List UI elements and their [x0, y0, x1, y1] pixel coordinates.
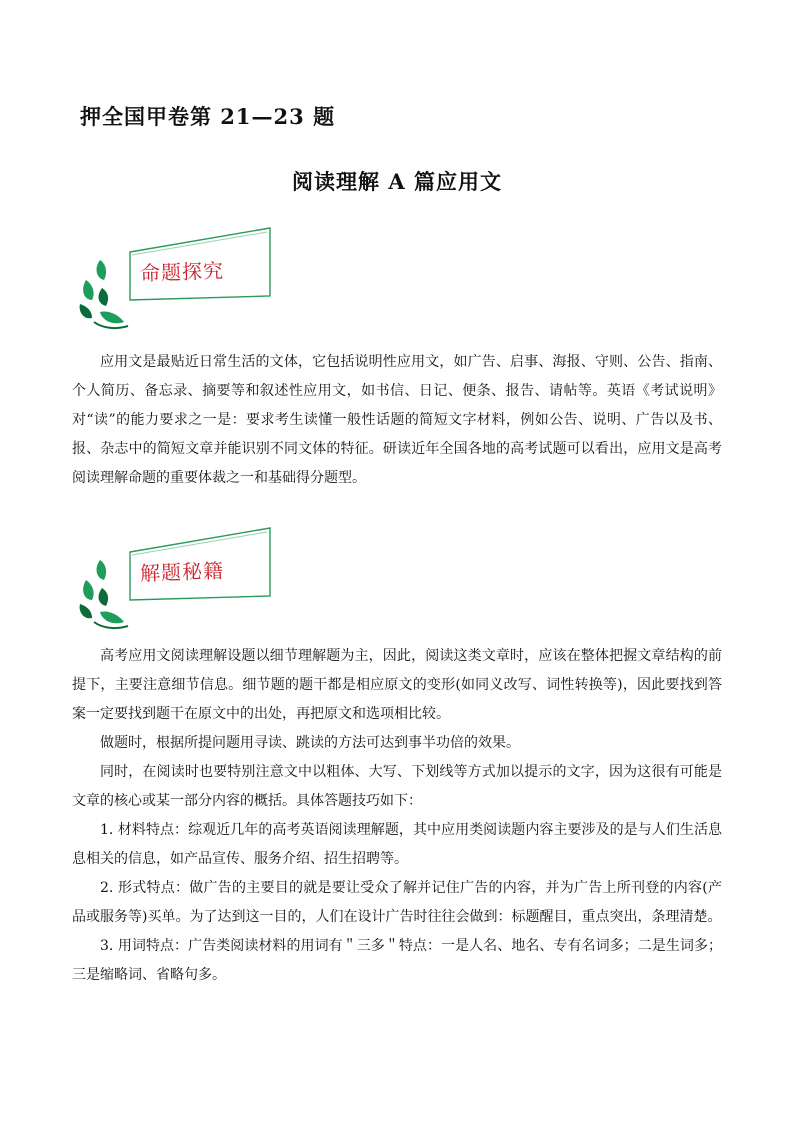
section-banner-jieti: [72, 522, 282, 632]
paragraph: 应用文是最贴近日常生活的文体，它包括说明性应用文，如广告、启事、海报、守则、公告、指南、个人简历、备忘录、摘要等和叙述性应用文，如书信、日记、便条、报告、请帖等。英语《考试说明》对“读”的能力要求之一是：要求考生读懂一般性话题的简短文字材料，例如公告、说明、广告以及书、报、杂志中的简短文章并能识别不同文体的特征。研读近年全国各地的高考试题可以看出，应用文是高考阅读理解命题的重要体裁之一和基础得分题型。: [72, 354, 722, 486]
paragraph: 同时，在阅读时也要特别注意文中以粗体、大写、下划线等方式加以提示的文字，因为这很有可能是文章的核心或某一部分内容的概括。具体答题技巧如下：: [72, 764, 722, 809]
list-item: 2. 形式特点：做广告的主要目的就是要让受众了解并记住广告的内容，并为广告上所刊登的内容(产品或服务等)买单。为了达到这一目的，人们在设计广告时往往会做到：标题醒目，重点突出，条理清楚。: [72, 880, 722, 925]
section-mingti-body: [72, 348, 722, 493]
list-item: 3. 用词特点：广告类阅读材料的用词有＂三多＂特点：一是人名、地名、专有名词多；二是生词多；三是缩略词、省略句多。: [72, 938, 722, 983]
paragraph: 高考应用文阅读理解设题以细节理解题为主，因此，阅读这类文章时，应该在整体把握文章结构的前提下，主要注意细节信息。细节题的题干都是相应原文的变形(如同义改写、词性转换等)，因此要找到答案一定要找到题干在原文中的出处，再把原文和选项相比较。: [72, 648, 722, 722]
section-banner-mingti: [72, 222, 282, 332]
page-subtitle: 阅读理解 A 篇应用文: [292, 169, 502, 194]
paragraph: 做题时，根据所提问题用寻读、跳读的方法可达到事半功倍的效果。: [100, 735, 520, 751]
banner-label: 解题秘籍: [139, 558, 225, 586]
banner-label: 命题探究: [139, 258, 225, 286]
page-title: 押全国甲卷第 21—23 题: [80, 104, 336, 129]
section-jieti-body: [72, 642, 722, 990]
list-item: 1. 材料特点：综观近几年的高考英语阅读理解题，其中应用类阅读题内容主要涉及的是与人们生活息息相关的信息，如产品宣传、服务介绍、招生招聘等。: [72, 822, 722, 867]
